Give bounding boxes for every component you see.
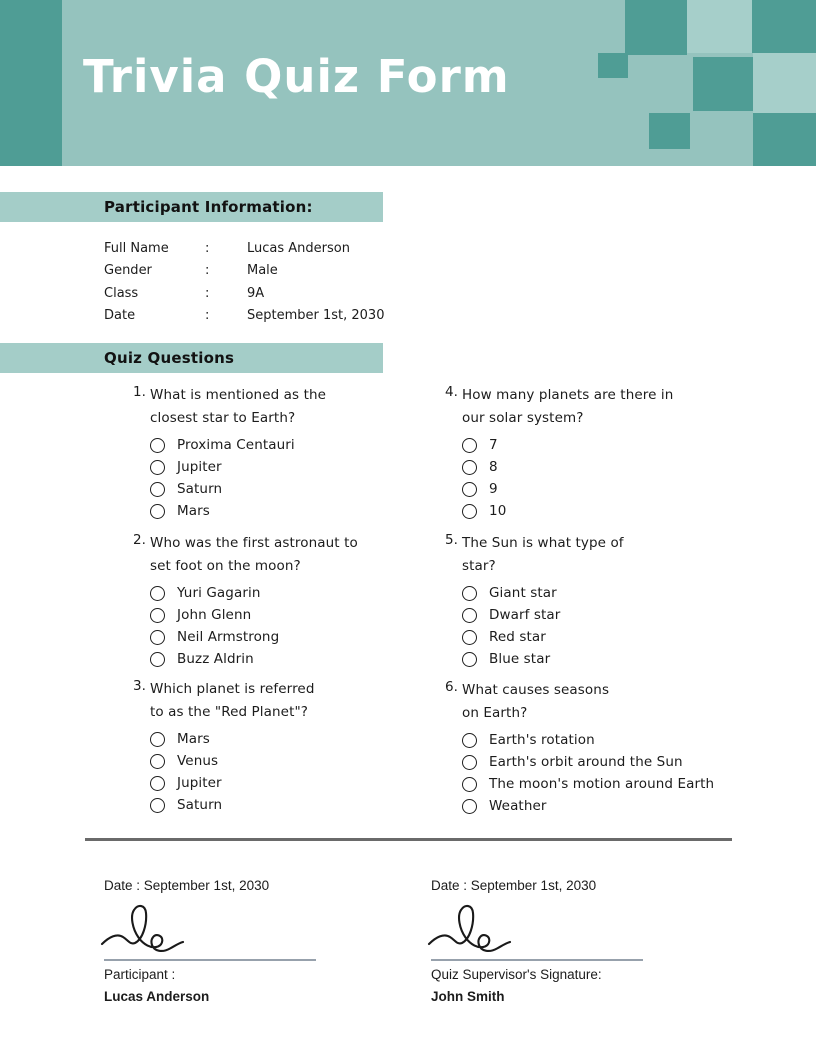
question-number: 2. — [133, 532, 146, 548]
options-list — [150, 582, 450, 670]
signature-role-label: Quiz Supervisor's Signature: — [431, 967, 602, 982]
radio-button[interactable] — [150, 630, 165, 645]
info-row-date — [104, 305, 384, 328]
quiz-section-header: Quiz Questions — [0, 343, 383, 373]
option-label: Mars — [177, 731, 210, 747]
question-5 — [445, 532, 762, 670]
question-text: Who was the first astronaut to — [150, 535, 358, 551]
question-number: 4. — [445, 384, 458, 400]
radio-button[interactable] — [462, 630, 477, 645]
option-label: Buzz Aldrin — [177, 651, 254, 667]
options-list — [150, 728, 450, 816]
question-text: What causes seasons — [462, 682, 610, 698]
question-number: 5. — [445, 532, 458, 548]
radio-button[interactable] — [150, 460, 165, 475]
option-row — [462, 795, 762, 817]
option-row — [150, 772, 450, 794]
radio-button[interactable] — [462, 755, 477, 770]
field-separator: : — [205, 285, 210, 301]
field-value: Male — [247, 263, 278, 279]
options-list — [462, 582, 762, 670]
field-value: Lucas Anderson — [247, 240, 350, 256]
radio-button[interactable] — [150, 798, 165, 813]
option-label: 7 — [489, 437, 498, 453]
radio-button[interactable] — [150, 608, 165, 623]
option-row — [150, 434, 450, 456]
radio-button[interactable] — [150, 504, 165, 519]
signature-name: John Smith — [431, 989, 505, 1004]
option-row — [150, 626, 450, 648]
radio-button[interactable] — [462, 608, 477, 623]
option-label: Yuri Gagarin — [177, 585, 261, 601]
field-value: 9A — [247, 285, 265, 301]
footer-divider — [85, 838, 732, 841]
radio-button[interactable] — [462, 733, 477, 748]
option-row — [462, 456, 762, 478]
option-label: Proxima Centauri — [177, 437, 295, 453]
option-row — [462, 729, 762, 751]
option-row — [462, 648, 762, 670]
field-value: September 1st, 2030 — [247, 308, 385, 324]
option-row — [150, 582, 450, 604]
option-row — [462, 434, 762, 456]
radio-button[interactable] — [150, 586, 165, 601]
option-label: Earth's orbit around the Sun — [489, 754, 683, 770]
option-row — [462, 626, 762, 648]
header-banner — [0, 0, 816, 166]
question-number: 3. — [133, 678, 146, 694]
participant-section-header: Participant Information: — [0, 192, 383, 222]
question-text: The Sun is what type of — [462, 535, 624, 551]
signature-line — [104, 959, 316, 961]
radio-button[interactable] — [150, 652, 165, 667]
option-label: Jupiter — [177, 459, 222, 475]
question-4 — [445, 384, 762, 522]
option-row — [150, 456, 450, 478]
radio-button[interactable] — [150, 776, 165, 791]
option-row — [150, 750, 450, 772]
signature-date: Date : September 1st, 2030 — [104, 878, 270, 893]
signature-date: Date : September 1st, 2030 — [431, 878, 597, 893]
info-row-full-name — [104, 237, 384, 260]
radio-button[interactable] — [462, 652, 477, 667]
option-label: John Glenn — [177, 607, 252, 623]
option-row — [150, 478, 450, 500]
radio-button[interactable] — [462, 586, 477, 601]
decor-square — [625, 0, 687, 55]
question-text: What is mentioned as the — [150, 387, 327, 403]
option-row — [150, 794, 450, 816]
option-row — [462, 751, 762, 773]
option-label: Blue star — [489, 651, 551, 667]
options-list — [150, 434, 450, 522]
radio-button[interactable] — [150, 438, 165, 453]
option-label: 10 — [489, 503, 507, 519]
question-number: 6. — [445, 679, 458, 695]
options-list — [462, 729, 762, 817]
decor-square — [753, 113, 816, 166]
field-separator: : — [205, 240, 210, 256]
decor-square — [687, 0, 752, 53]
radio-button[interactable] — [150, 754, 165, 769]
info-row-gender — [104, 260, 384, 283]
field-label: Date — [104, 308, 136, 324]
decor-square — [693, 57, 753, 111]
option-label: Venus — [177, 753, 219, 769]
option-row — [150, 648, 450, 670]
option-row — [462, 478, 762, 500]
participant-info — [104, 237, 384, 327]
header-left-accent-strip — [0, 0, 62, 166]
supervisor-signature-icon — [427, 902, 519, 960]
radio-button[interactable] — [462, 504, 477, 519]
radio-button[interactable] — [462, 482, 477, 497]
option-row — [462, 582, 762, 604]
page-title: Trivia Quiz Form — [83, 50, 510, 103]
radio-button[interactable] — [462, 777, 477, 792]
decor-square — [753, 53, 816, 113]
option-label: Red star — [489, 629, 546, 645]
field-separator: : — [205, 308, 210, 324]
info-row-class — [104, 282, 384, 305]
question-number: 1. — [133, 384, 146, 400]
supervisor-signature-block — [431, 878, 751, 1004]
question-text: Which planet is referred — [150, 681, 315, 697]
radio-button[interactable] — [462, 460, 477, 475]
question-text: to as the "Red Planet"? — [150, 704, 309, 720]
option-label: Neil Armstrong — [177, 629, 280, 645]
question-text: set foot on the moon? — [150, 558, 301, 574]
option-row — [150, 604, 450, 626]
question-1 — [133, 384, 450, 522]
option-row — [462, 500, 762, 522]
option-label: Jupiter — [177, 775, 222, 791]
question-text: closest star to Earth? — [150, 410, 296, 426]
radio-button[interactable] — [150, 482, 165, 497]
decor-square — [649, 113, 690, 149]
question-text: on Earth? — [462, 705, 528, 721]
option-label: Mars — [177, 503, 210, 519]
participant-signature-block — [104, 878, 424, 1004]
decor-square — [598, 53, 628, 78]
radio-button[interactable] — [462, 799, 477, 814]
option-label: The moon's motion around Earth — [489, 776, 715, 792]
signature-role-label: Participant : — [104, 967, 176, 982]
question-2 — [133, 532, 450, 670]
options-list — [462, 434, 762, 522]
radio-button[interactable] — [150, 732, 165, 747]
field-label: Class — [104, 285, 139, 301]
question-6 — [445, 679, 762, 817]
option-label: Dwarf star — [489, 607, 561, 623]
option-row — [150, 500, 450, 522]
question-text: star? — [462, 558, 496, 574]
field-separator: : — [205, 263, 210, 279]
option-label: Earth's rotation — [489, 732, 595, 748]
signature-name: Lucas Anderson — [104, 989, 210, 1004]
option-label: Giant star — [489, 585, 557, 601]
participant-signature-icon — [100, 902, 192, 960]
radio-button[interactable] — [462, 438, 477, 453]
option-label: Saturn — [177, 481, 223, 497]
option-row — [462, 604, 762, 626]
question-text: How many planets are there in — [462, 387, 674, 403]
field-label: Gender — [104, 263, 152, 279]
question-3 — [133, 678, 450, 816]
option-row — [462, 773, 762, 795]
option-label: 8 — [489, 459, 498, 475]
option-label: Saturn — [177, 797, 223, 813]
field-label: Full Name — [104, 240, 169, 256]
signature-line — [431, 959, 643, 961]
option-row — [150, 728, 450, 750]
decor-square — [752, 0, 816, 53]
option-label: Weather — [489, 798, 547, 814]
option-label: 9 — [489, 481, 498, 497]
question-text: our solar system? — [462, 410, 584, 426]
